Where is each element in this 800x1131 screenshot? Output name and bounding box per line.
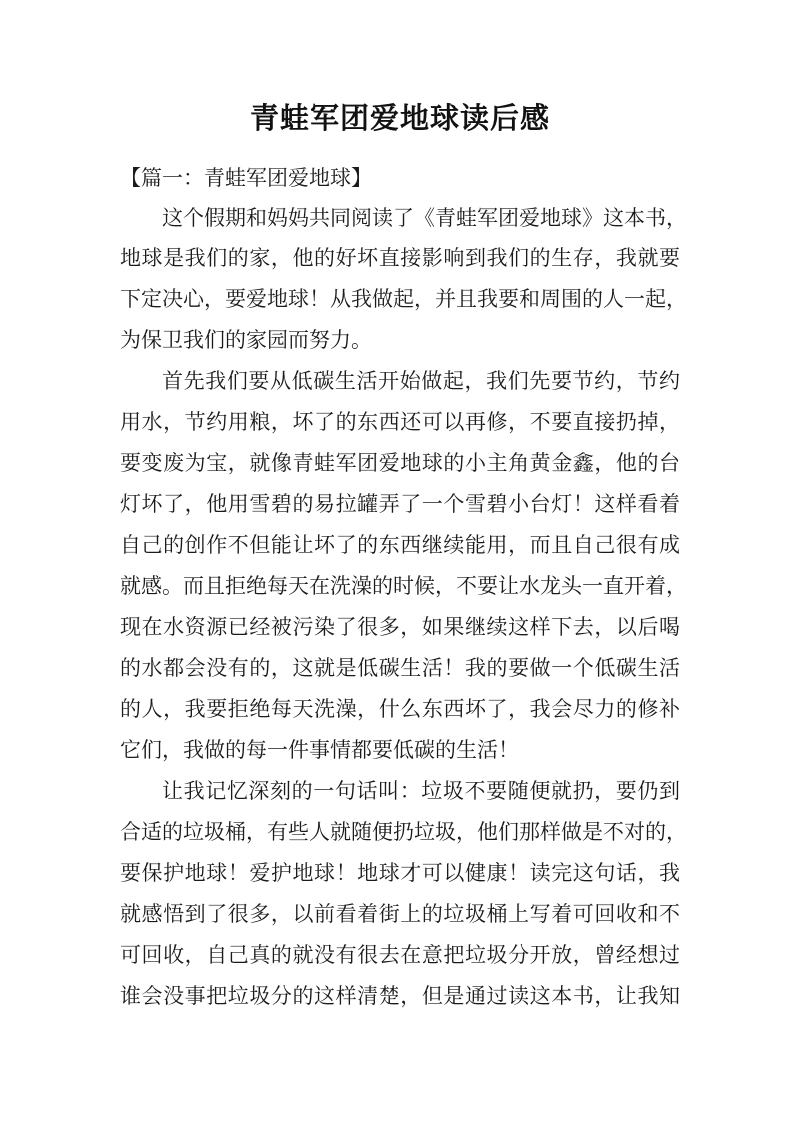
page-title: 青蛙军团爱地球读后感 [249, 101, 550, 135]
paragraph-2-line-7: 现在水资源已经被污染了很多，如果继续这样下去，以后喝 [120, 615, 680, 639]
paragraph-1-line-3: 下定决心，要爱地球！从我做起，并且我要和周围的人一起， [120, 287, 687, 311]
paragraph-2-line-2: 用水，节约用粮，坏了的东西还可以再修，不要直接扔掉， [120, 410, 680, 434]
paragraph-1-line-4: 为保卫我们的家园而努力。 [120, 328, 372, 352]
paragraph-2-line-10: 它们，我做的每一件事情都要低碳的生活！ [120, 738, 519, 762]
paragraph-2-line-6: 就感。而且拒绝每天在洗澡的时候，不要让水龙头一直开着， [120, 574, 687, 598]
paragraph-2-line-5: 自己的创作不但能让坏了的东西继续能用，而且自己很有成 [120, 533, 680, 557]
paragraph-1-line-2: 地球是我们的家，他的好坏直接影响到我们的生存，我就要 [120, 246, 680, 270]
paragraph-2-line-3: 要变废为宝，就像青蛙军团爱地球的小主角黄金鑫，他的台 [120, 451, 680, 475]
paragraph-2-line-1: 首先我们要从低碳生活开始做起，我们先要节约，节约 [162, 369, 680, 393]
paragraph-2-line-8: 的水都会没有的，这就是低碳生活！我的要做一个低碳生活 [120, 656, 680, 680]
paragraph-3-line-5: 可回收，自己真的就没有很去在意把垃圾分开放，曾经想过 [120, 943, 680, 967]
paragraph-3-line-2: 合适的垃圾桶，有些人就随便扔垃圾，他们那样做是不对的， [120, 820, 687, 844]
paragraph-2-line-4: 灯坏了，他用雪碧的易拉罐弄了一个雪碧小台灯！这样看着 [120, 492, 680, 516]
paragraph-3-line-4: 就感悟到了很多，以前看着街上的垃圾桶上写着可回收和不 [120, 902, 680, 926]
section-heading: 【篇一：青蛙军团爱地球】 [120, 166, 372, 190]
paragraph-3-line-3: 要保护地球！爱护地球！地球才可以健康！读完这句话，我 [120, 861, 680, 885]
paragraph-3-line-1: 让我记忆深刻的一句话叫：垃圾不要随便就扔，要仍到 [162, 779, 680, 803]
paragraph-3-line-6: 谁会没事把垃圾分的这样清楚，但是通过读这本书，让我知 [120, 984, 680, 1008]
paragraph-1-line-1: 这个假期和妈妈共同阅读了《青蛙军团爱地球》这本书， [162, 206, 687, 230]
paragraph-2-line-9: 的人，我要拒绝每天洗澡，什么东西坏了，我会尽力的修补 [120, 697, 680, 721]
